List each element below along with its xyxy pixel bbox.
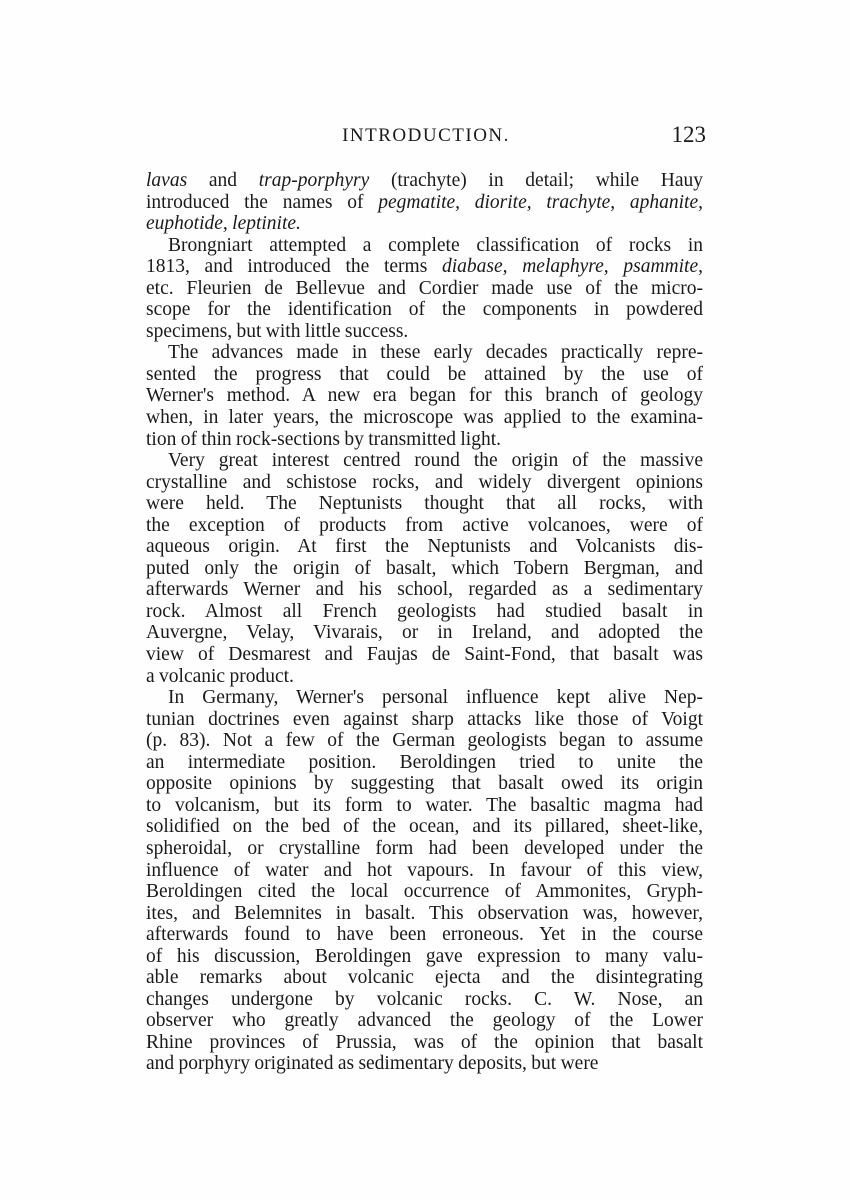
text-run: spheroidal, or crystalline form had been developed under the [146, 837, 703, 859]
text-run: were held. The Neptunists thought that all rocks, with [146, 493, 703, 515]
text-run: able remarks about volcanic ejecta and the disintegrating [146, 967, 703, 989]
text-line [146, 622, 703, 644]
text-run: solidified on the bed of the ocean, and its pillared, sheet-like, [146, 816, 703, 838]
text-run: etc. Fleurien de Bellevue and Cordier made use of the micro- [146, 277, 703, 299]
text-run: sented the progress that could be attained by the use of [146, 363, 703, 385]
text-line [146, 321, 703, 343]
text-line [146, 429, 703, 451]
text-run: when, in later years, the microscope was applied to the examina- [146, 407, 703, 429]
text-line [146, 1032, 703, 1054]
text-run: introduced the names of [146, 191, 379, 213]
text-line [146, 730, 703, 752]
text-line [146, 579, 703, 601]
text-run: Brongniart attempted a complete classification of rocks in [168, 234, 703, 256]
text-run: crystalline and schistose rocks, and widely divergent opinions [146, 471, 703, 493]
text-line [146, 709, 703, 731]
text-line [146, 213, 703, 235]
text-run: scope for the identification of the components in powdered [146, 299, 703, 321]
text-line [146, 515, 703, 537]
text-run: (p. 83). Not a few of the German geologists began to assume [146, 730, 703, 752]
text-line [146, 666, 703, 688]
text-line [146, 601, 703, 623]
text-line [146, 558, 703, 580]
text-run: ites, and Belemnites in basalt. This observation was, however, [146, 902, 703, 924]
text-line [146, 860, 703, 882]
text-run: an intermediate position. Beroldingen tried to unite the [146, 751, 703, 773]
text-line [146, 946, 703, 968]
text-line [146, 989, 703, 1011]
italic-term: euphotide, leptinite. [146, 213, 301, 235]
text-line [146, 903, 703, 925]
text-run: Werner's method. A new era began for this branch of geology [146, 385, 703, 407]
text-run: Beroldingen cited the local occurrence of Ammonites, Gryph- [146, 881, 703, 903]
text-line [146, 838, 703, 860]
text-run: influence of water and hot vapours. In favour of this view, [146, 859, 703, 881]
text-line [146, 235, 703, 257]
text-line [146, 644, 703, 666]
text-run: and [187, 170, 259, 191]
text-run: In Germany, Werner's personal influence kept alive Nep- [168, 687, 703, 709]
text-run: tunian doctrines even against sharp attacks like those of Voigt [146, 708, 703, 730]
text-line [146, 299, 703, 321]
text-line [146, 192, 703, 214]
text-run: afterwards Werner and his school, regarded as a sedimentary [146, 579, 703, 601]
text-run: Auvergne, Velay, Vivarais, or in Ireland, and adopted the [146, 622, 703, 644]
text-run: rock. Almost all French geologists had studied basalt in [146, 600, 703, 622]
text-line [146, 472, 703, 494]
text-run: specimens, but with little success. [146, 320, 409, 342]
text-run: The advances made in these early decades practically repre- [168, 342, 703, 364]
text-run: of his discussion, Beroldingen gave expression to many valu- [146, 945, 703, 967]
text-line [146, 687, 703, 709]
text-line [146, 967, 703, 989]
text-line [146, 1053, 703, 1075]
text-run: opposite opinions by suggesting that basalt owed its origin [146, 773, 703, 795]
text-run: afterwards found to have been erroneous. Yet in the course [146, 924, 703, 946]
text-run: and porphyry originated as sedimentary deposits, but were [146, 1053, 599, 1075]
text-run: tion of thin rock-sections by transmitted light. [146, 428, 501, 450]
text-run: 1813, and introduced the terms [146, 256, 442, 278]
text-line [146, 407, 703, 429]
text-line [146, 1010, 703, 1032]
text-run: the exception of products from active volcanoes, were of [146, 514, 703, 536]
body-text [146, 170, 703, 1075]
text-run: Rhine provinces of Prussia, was of the opinion that basalt [146, 1031, 703, 1053]
text-line [146, 816, 703, 838]
italic-term: trap-porphyry [258, 170, 370, 191]
text-line [146, 256, 703, 278]
running-head-title: INTRODUCTION. [342, 125, 510, 146]
text-line [146, 278, 703, 300]
text-line [146, 364, 703, 386]
text-run: Very great interest centred round the origin of the massive [168, 450, 703, 472]
italic-term: diabase, melaphyre, psammite, [442, 256, 703, 278]
text-line [146, 924, 703, 946]
text-line [146, 881, 703, 903]
text-run: observer who greatly advanced the geology of the Lower [146, 1010, 703, 1032]
text-line [146, 493, 703, 515]
italic-term: pegmatite, diorite, trachyte, aphanite, [378, 191, 703, 213]
text-run: changes undergone by volcanic rocks. C. W. Nose, an [146, 988, 703, 1010]
text-run: aqueous origin. At first the Neptunists and Volcanists dis- [146, 536, 703, 558]
text-line [146, 536, 703, 558]
text-run: view of Desmarest and Faujas de Saint-Fond, that basalt was [146, 644, 703, 666]
text-line [146, 773, 703, 795]
text-run: puted only the origin of basalt, which Tobern Bergman, and [146, 557, 703, 579]
text-run: to volcanism, but its form to water. The basaltic magma had [146, 794, 703, 816]
text-line [146, 450, 703, 472]
text-run: a volcanic product. [146, 665, 294, 687]
text-run: (trachyte) in detail; while Hauy [369, 170, 703, 191]
text-line [146, 795, 703, 817]
text-line [146, 342, 703, 364]
text-line [146, 170, 703, 192]
italic-term: lavas [146, 170, 188, 191]
text-line [146, 385, 703, 407]
page-number: 123 [671, 122, 706, 147]
running-head [146, 124, 706, 150]
text-line [146, 752, 703, 774]
